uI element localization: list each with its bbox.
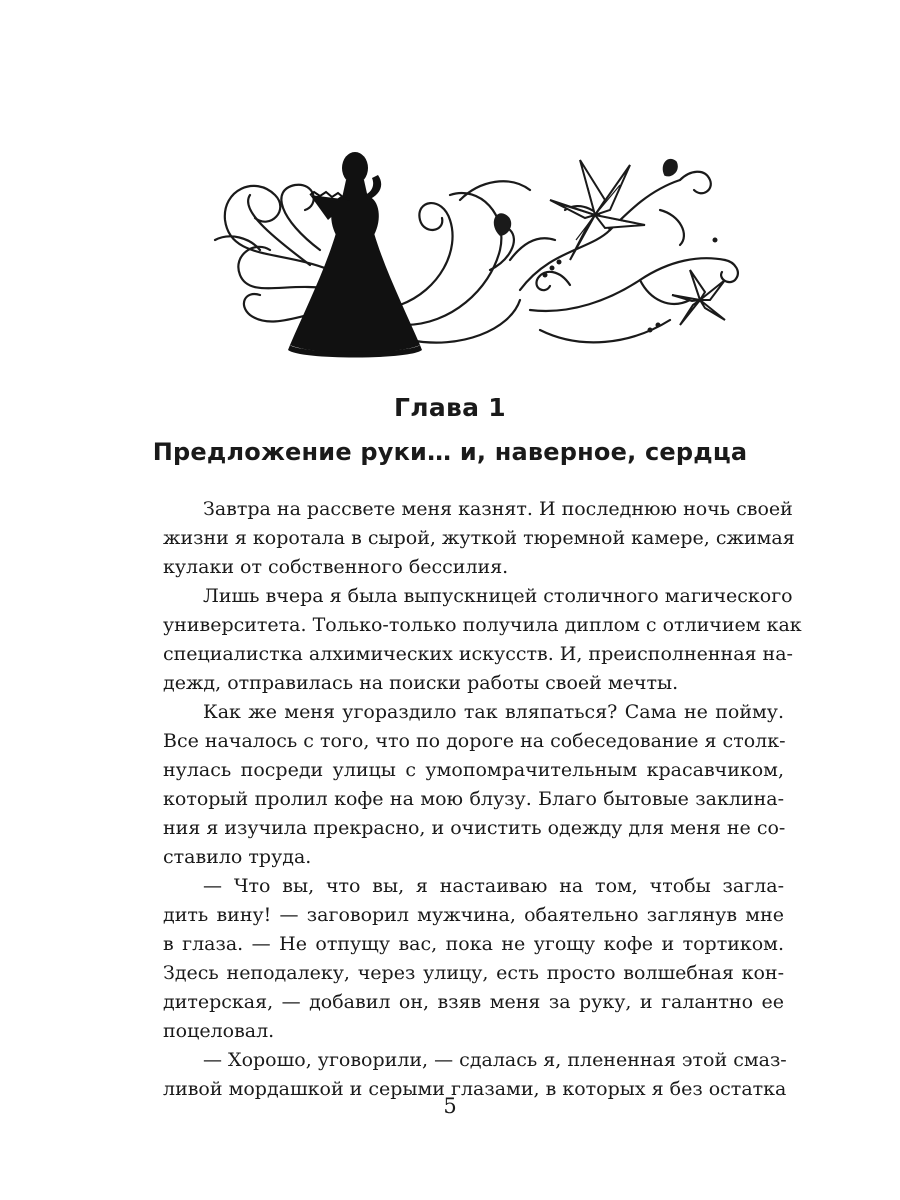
text-line: который пролил кофе на мою блузу. Благо бытовые заклина- xyxy=(163,788,784,810)
small-flower-icon xyxy=(672,270,725,325)
page-number: 5 xyxy=(443,1094,457,1118)
chapter-ornament xyxy=(210,140,750,380)
text-line: кулаки от собственного бессилия. xyxy=(163,556,509,578)
text-line: ставило труда. xyxy=(163,846,312,868)
text-line: Все началось с того, что по дороге на собеседование я столк- xyxy=(163,730,786,752)
text-line: Здесь неподалеку, через улицу, есть просто волшебная кон- xyxy=(163,962,784,984)
text-line: дить вину! — заговорил мужчина, обаятельно заглянув мне xyxy=(163,904,784,926)
text-line: жизни я коротала в сырой, жуткой тюремной камере, сжимая xyxy=(163,527,795,549)
text-line: — Что вы, что вы, я настаиваю на том, чтобы загла- xyxy=(203,875,784,897)
text-line: нулась посреди улицы с умопомрачительным красавчиком, xyxy=(163,759,784,781)
chapter-number: Глава 1 xyxy=(394,393,506,422)
text-line: ливой мордашкой и серыми глазами, в которых я без остатка xyxy=(163,1078,787,1100)
text-line: дитерская, — добавил он, взяв меня за руку, и галантно ее xyxy=(163,991,784,1013)
chapter-title: Предложение руки… и, наверное, сердца xyxy=(152,438,748,466)
text-line: Лишь вчера я была выпускницей столичного магического xyxy=(203,585,793,607)
text-line: ния я изучила прекрасно, и очистить одежду для меня не со- xyxy=(163,817,786,839)
floral-scroll-ornament xyxy=(510,172,738,343)
swirl-middle-ornament xyxy=(400,181,530,342)
text-line: поцеловал. xyxy=(163,1020,275,1042)
text-line: специалистка алхимических искусств. И, преисполненная на- xyxy=(163,643,793,665)
text-line: дежд, отправилась на поиски работы своей мечты. xyxy=(163,672,679,694)
lady-silhouette-icon xyxy=(288,152,422,358)
text-line: Как же меня угораздило так вляпаться? Сама не пойму. xyxy=(203,701,784,723)
text-line: Завтра на рассвете меня казнят. И последнюю ночь своей xyxy=(203,498,793,520)
text-line: университета. Только-только получила диплом с отличием как xyxy=(163,614,802,636)
text-line: в глаза. — Не отпущу вас, пока не угощу кофе и тортиком. xyxy=(163,933,784,955)
chapter-text xyxy=(163,495,802,1104)
text-line: — Хорошо, уговорили, — сдалась я, плененная этой смаз- xyxy=(203,1049,787,1071)
